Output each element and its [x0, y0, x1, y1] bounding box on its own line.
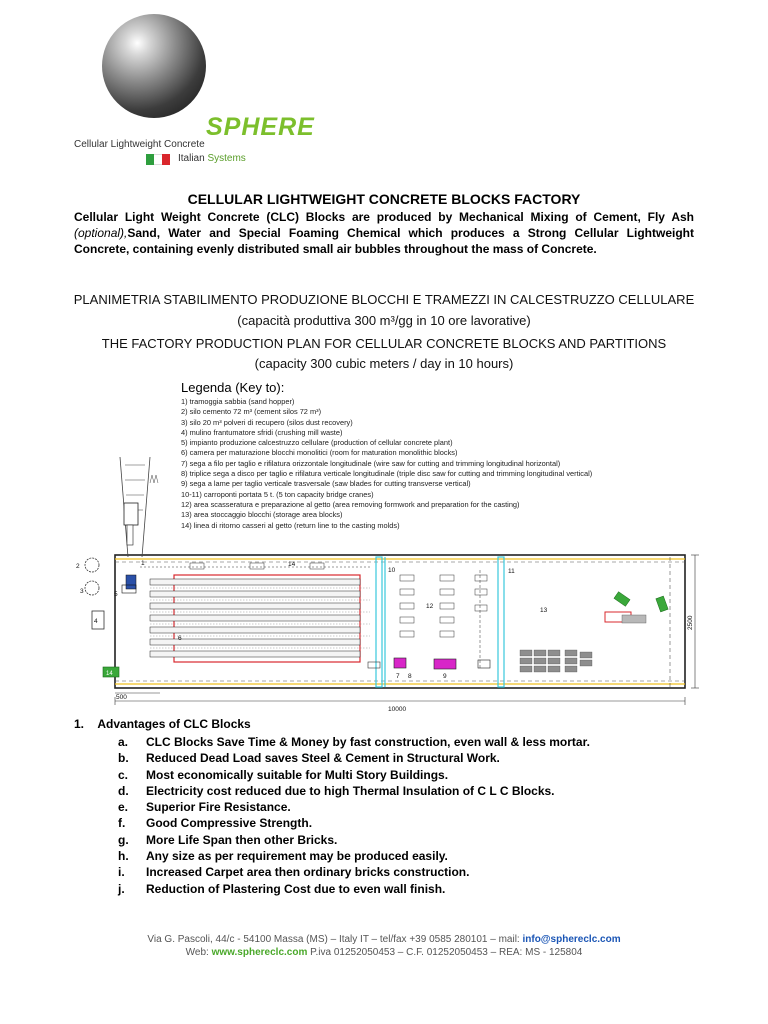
- footer-web: [0, 947, 768, 958]
- document-title: CELLULAR LIGHTWEIGHT CONCRETE BLOCKS FACTORY: [187, 191, 581, 207]
- plan-title-english: THE FACTORY PRODUCTION PLAN FOR CELLULAR CONCRETE BLOCKS AND PARTITIONS: [101, 336, 667, 351]
- advantage-item: [118, 799, 590, 815]
- italian-flag-icon: [146, 154, 170, 165]
- advantage-letter: d.: [118, 783, 129, 798]
- storage-area: [520, 557, 670, 687]
- plan-label-5: 5: [114, 591, 118, 598]
- advantage-letter: e.: [118, 800, 129, 815]
- legend-item: 3) silo 20 m³ polveri di recupero (silos dust recovery): [181, 417, 353, 427]
- systems-word: Systems: [207, 153, 246, 164]
- advantage-text: Reduced Dead Load saves Steel & Cement in Structural Work.: [146, 751, 500, 766]
- plan-label-9: 9: [443, 673, 447, 680]
- plan-label-10: 10: [388, 567, 396, 574]
- advantage-item: [118, 832, 590, 848]
- advantages-list: [118, 734, 590, 897]
- plan-label-7: 7: [396, 673, 400, 680]
- flag-green-stripe: [146, 154, 154, 165]
- footer-website-link[interactable]: www.sphereclc.com: [211, 947, 308, 958]
- brand-name: SPHERE: [206, 113, 315, 141]
- sand-hopper-conveyor: [120, 457, 158, 557]
- cutting-saws: [368, 658, 490, 669]
- legend-item: 4) mulino frantumatore sfridi (crushing mill waste): [181, 427, 343, 437]
- intro-tail: Sand, Water and Special Foaming Chemical which produces a Strong Cellular Lightweight Concrete, containing evenly distributed small air bubbles throughout the mass of Concrete.: [74, 226, 694, 256]
- casting-prep-area: [400, 570, 487, 670]
- advantage-letter: c.: [118, 767, 129, 782]
- plan-label-13: 13: [540, 607, 548, 614]
- advantage-item: [118, 750, 590, 766]
- dimension-small: 500: [116, 694, 127, 701]
- advantages-title: Advantages of CLC Blocks: [97, 717, 251, 731]
- legend-item: 13) area stoccaggio blocchi (storage area blocks): [181, 510, 343, 520]
- plan-label-6: 6: [178, 635, 182, 642]
- plan-capacity-italian: (capacità produttiva 300 m³/gg in 10 ore lavorative): [237, 313, 531, 328]
- legend-item: 6) camera per maturazione blocchi monolitici (room for maturation monolithic blocks): [181, 448, 458, 458]
- plan-label-3: 3: [80, 588, 84, 595]
- brand-subtitle: Cellular Lightweight Concrete: [74, 139, 205, 150]
- advantage-text: Good Compressive Strength.: [146, 816, 313, 831]
- plan-label-8: 8: [408, 673, 412, 680]
- crane-bay-11: [498, 557, 504, 687]
- factory-floor-plan: [70, 445, 700, 715]
- advantage-text: Reduction of Plastering Cost due to even wall finish.: [146, 881, 446, 896]
- dimension-width: 10000: [388, 706, 407, 713]
- advantage-item: [118, 734, 590, 750]
- footer-email-link[interactable]: info@sphereclc.com: [522, 934, 621, 945]
- plan-label-12: 12: [426, 603, 434, 610]
- advantage-text: Superior Fire Resistance.: [146, 800, 291, 815]
- advantage-letter: f.: [118, 816, 126, 831]
- advantage-item: [118, 881, 590, 897]
- legend-item: 10-11) carroponti portata 5 t. (5 ton capacity bridge cranes): [181, 489, 374, 499]
- crane-bay-10: [376, 557, 385, 687]
- advantage-text: Most economically suitable for Multi Story Buildings.: [146, 767, 449, 782]
- advantage-text: CLC Blocks Save Time & Money by fast construction, even wall & less mortar.: [146, 735, 590, 749]
- maturation-room: [150, 575, 370, 662]
- advantage-letter: j.: [118, 881, 125, 896]
- advantage-letter: h.: [118, 849, 129, 864]
- plan-title-italian: PLANIMETRIA STABILIMENTO PRODUZIONE BLOCCHI E TRAMEZZI IN CALCESTRUZZO CELLULARE: [73, 292, 695, 307]
- advantage-letter: a.: [118, 735, 129, 749]
- advantages-number: 1.: [74, 717, 85, 731]
- legend-item: 9) sega a lame per taglio verticale trasversale (saw blades for cutting transverse vertical): [181, 479, 471, 489]
- advantage-item: [118, 783, 590, 799]
- advantage-text: Electricity cost reduced due to high Thermal Insulation of C L C Blocks.: [146, 783, 555, 798]
- footer-address: [0, 934, 768, 945]
- advantage-text: Any size as per requirement may be produced easily.: [146, 849, 448, 864]
- advantage-item: [118, 848, 590, 864]
- plan-label-4: 4: [94, 618, 98, 625]
- sphere-logo: [102, 14, 206, 118]
- plan-label-1: 1: [141, 560, 145, 567]
- advantage-item: [118, 767, 590, 783]
- legend-item: 2) silo cemento 72 m³ (cement silos 72 m³): [181, 407, 322, 417]
- legend-item: 8) triplice sega a disco per taglio e rifilatura verticale longitudinale (triple disc saw for cutting and trimming longitudinal vertical): [181, 469, 593, 479]
- legend-item: 7) sega a filo per taglio e rifilatura orizzontale longitudinale (wire saw for cutting and trimming longitudinal horizontal): [181, 458, 561, 468]
- advantage-letter: g.: [118, 832, 129, 847]
- footer-web-label: Web:: [185, 947, 212, 958]
- return-line: [140, 563, 370, 569]
- plan-label-14: 14: [288, 561, 296, 568]
- production-plant: [122, 575, 136, 593]
- intro-paragraph: [74, 209, 694, 257]
- flag-red-stripe: [162, 154, 170, 165]
- advantage-item: [118, 864, 590, 880]
- legend-item: 5) impianto produzione calcestruzzo cellulare (production of cellular concrete plant): [181, 438, 453, 448]
- italian-systems: [178, 153, 246, 164]
- legend-item: 12) area scasseratura e preparazione al getto (area removing formwork and preparation for the casting): [181, 499, 520, 509]
- plan-label-2: 2: [76, 563, 80, 570]
- legend-item: 1) tramoggia sabbia (sand hopper): [181, 397, 295, 406]
- advantage-item: [118, 815, 590, 831]
- advantage-letter: b.: [118, 751, 129, 766]
- advantages-heading: [74, 717, 251, 731]
- advantage-text: More Life Span then other Bricks.: [146, 832, 338, 847]
- intro-optional: (optional),: [74, 226, 128, 240]
- legend-item: 14) linea di ritorno casseri al getto (return line to the casting molds): [181, 520, 400, 530]
- italian-word: Italian: [178, 153, 205, 164]
- plan-capacity-english: (capacity 300 cubic meters / day in 10 hours): [254, 356, 514, 371]
- footer-registration: P.iva 01252050453 – C.F. 01252050453 – REA: MS - 125804: [307, 947, 583, 958]
- svg-text:14: 14: [106, 671, 113, 677]
- advantage-text: Increased Carpet area then ordinary bricks construction.: [146, 865, 470, 880]
- footer-address-text: Via G. Pascoli, 44/c - 54100 Massa (MS) – Italy IT – tel/fax +39 0585 280101 – mail:: [147, 934, 523, 945]
- dimension-height: 2500: [687, 615, 694, 630]
- plan-label-11: 11: [508, 568, 515, 575]
- legend-heading: Legenda (Key to):: [181, 380, 285, 395]
- flag-white-stripe: [154, 154, 162, 165]
- cement-silos: [85, 558, 119, 677]
- advantage-letter: i.: [118, 865, 125, 880]
- intro-lead: Cellular Light Weight Concrete (CLC) Blocks are produced by Mechanical Mixing of Cement, Fly Ash: [74, 210, 694, 224]
